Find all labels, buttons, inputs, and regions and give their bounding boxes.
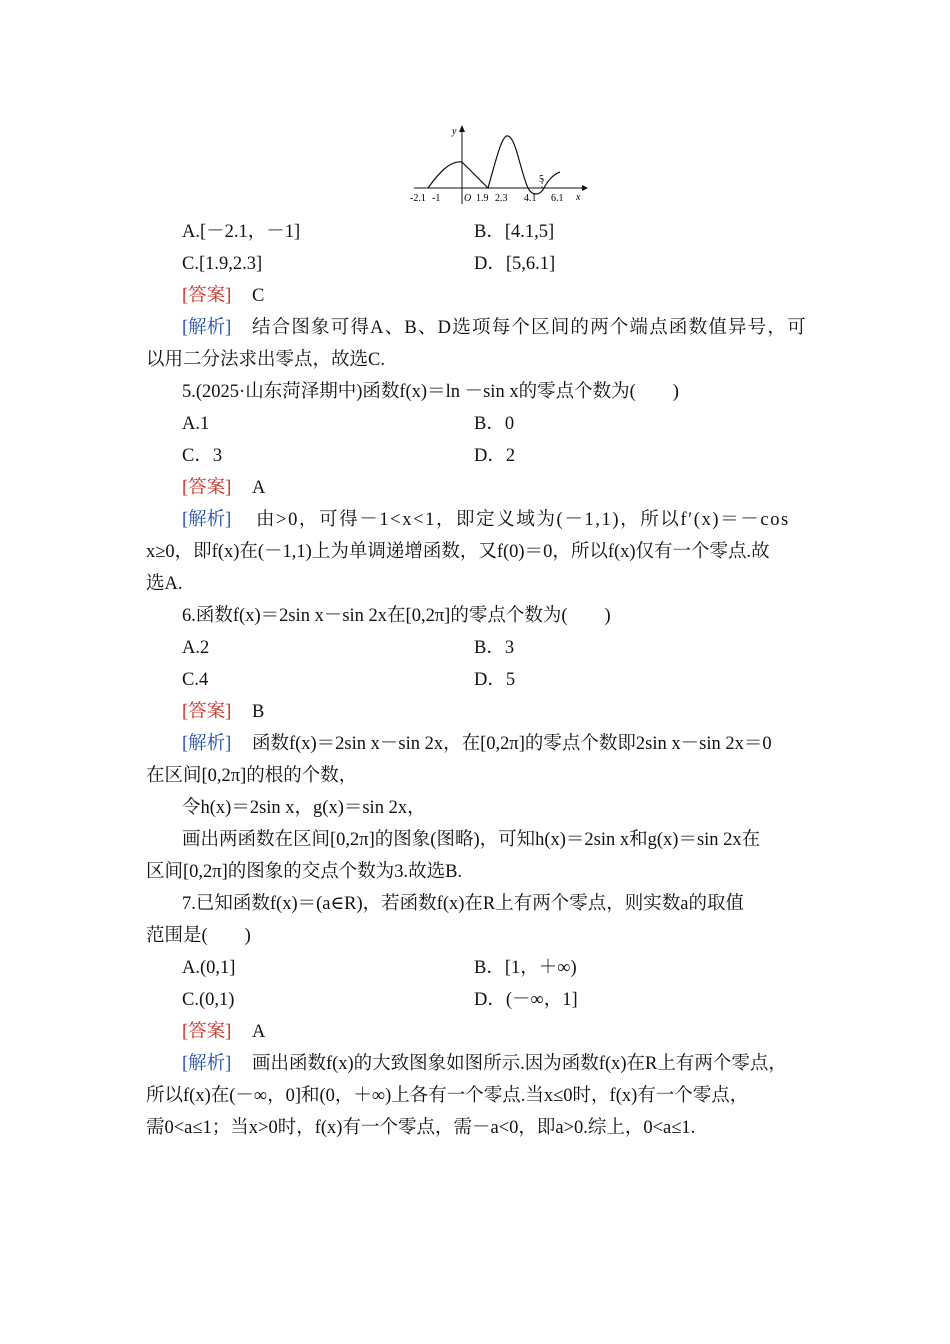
q7-answer [182,1016,265,1048]
answer-value: A [251,1022,266,1042]
q4-option-c: C.[1.9,2.3] [182,254,263,274]
analysis-label: [解析] [182,734,232,754]
q4-option-b: B．[4.1,5] [474,222,555,242]
analysis-label: [解析] [182,510,232,530]
analysis-label: [解析] [182,1054,232,1074]
answer-label: [答案] [182,478,232,498]
q7-option-c: C.(0,1) [182,990,235,1010]
x-axis-label: x [576,192,581,203]
q6-option-a: A.2 [182,638,210,658]
q5-option-d: D．2 [474,446,516,466]
analysis-text: 由>0，可得－1<x<1，即定义域为(－1,1)，所以f′(x)＝－cos [255,510,790,530]
tick-label: 6.1 [551,193,564,204]
tick-label: 2.3 [495,193,508,204]
q5-answer [182,472,265,504]
q6-option-c: C.4 [182,670,209,690]
x-axis-arrow-icon [582,185,588,191]
y-axis-label: y [452,126,457,137]
tick-label: 5 [539,174,544,185]
q5-stem: 5.(2025·山东菏泽期中)函数f(x)＝ln －sin x的零点个数为( ) [182,382,679,402]
q5-analysis-line-2: x≥0，即f(x)在(－1,1)上为单调递增函数，又f(0)＝0，所以f(x)仅有一个零点.故 [146,542,770,562]
q5-option-c: C．3 [182,446,223,466]
analysis-label: [解析] [182,318,232,338]
analysis-text: 结合图象可得A、B、D选项每个区间的两个端点函数值异号，可 [251,318,807,338]
analysis-text: 画出函数f(x)的大致图象如图所示.因为函数f(x)在R上有两个零点， [251,1054,787,1074]
q7-option-b: B．[1，＋∞) [474,958,577,978]
q7-analysis-line-2: 所以f(x)在(－∞，0]和(0，＋∞)上各有一个零点.当x≤0时，f(x)有一个零点， [146,1086,749,1106]
answer-value: B [251,702,265,722]
q5-option-b: B．0 [474,414,515,434]
answer-value: C [251,286,265,306]
q6-analysis-line-4: 画出两函数在区间[0,2π]的图象(图略)，可知h(x)＝2sin x和g(x)＝sin 2x在 [182,830,761,850]
analysis-text: 函数f(x)＝2sin x－sin 2x，在[0,2π]的零点个数即2sin x－sin 2x＝0 [251,734,772,754]
q6-analysis-line-3: 令h(x)＝2sin x，g(x)＝sin 2x， [182,798,426,818]
answer-label: [答案] [182,286,232,306]
q6-stem: 6.函数f(x)＝2sin x－sin 2x在[0,2π]的零点个数为( ) [182,606,611,626]
y-axis-arrow-icon [459,125,465,132]
q4-option-a: A.[－2.1，－1] [182,222,301,242]
q7-stem-line-1: 7.已知函数f(x)＝(a∈R)，若函数f(x)在R上有两个零点，则实数a的取值 [182,894,744,914]
q5-option-a: A.1 [182,414,210,434]
answer-label: [答案] [182,702,232,722]
q4-answer [182,280,264,312]
tick-label: -1 [432,193,441,204]
function-graph-figure [408,120,588,206]
q5-analysis-line-1 [182,504,790,536]
q7-analysis-line-3: 需0<a≤1；当x>0时，f(x)有一个零点，需－a<0，即a>0.综上，0<a≤1. [146,1118,696,1138]
q7-option-a: A.(0,1] [182,958,236,978]
answer-value: A [251,478,266,498]
tick-label: -2.1 [410,193,426,204]
answer-label: [答案] [182,1022,232,1042]
tick-label: 4.1 [524,193,537,204]
q7-analysis-line-1 [182,1048,787,1080]
q6-analysis-line-1 [182,728,772,760]
q6-option-d: D．5 [474,670,516,690]
q4-option-d: D．[5,6.1] [474,254,556,274]
q4-analysis-line-1 [182,312,807,344]
q7-stem-line-2: 范围是( ) [146,926,251,946]
q7-option-d: D．(－∞，1] [474,990,578,1010]
q6-analysis-line-5: 区间[0,2π]的图象的交点个数为3.故选B. [146,862,463,882]
q6-analysis-line-2: 在区间[0,2π]的根的个数， [146,766,358,786]
q4-analysis-line-2: 以用二分法求出零点，故选C. [146,350,385,370]
q6-answer [182,696,264,728]
q5-analysis-line-3: 选A. [146,574,183,594]
origin-label: O [464,193,472,204]
function-curve [428,136,560,194]
q6-option-b: B．3 [474,638,515,658]
tick-label: 1.9 [476,193,489,204]
